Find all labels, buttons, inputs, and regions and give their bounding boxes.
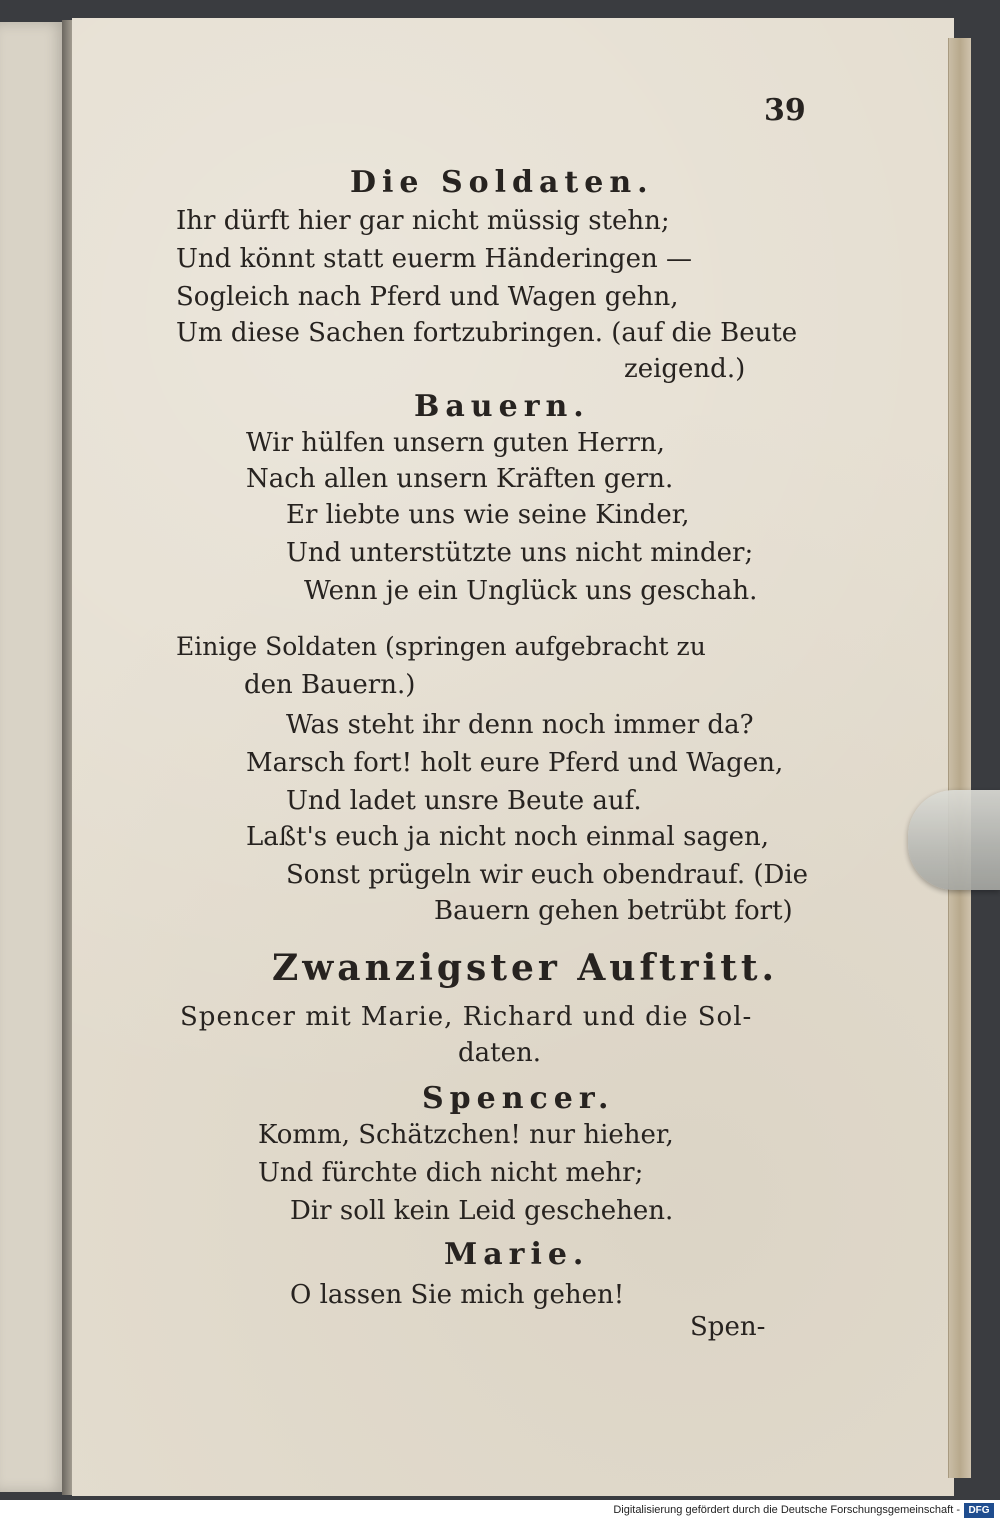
speaker-einige-soldaten: Einige Soldaten (springen aufgebracht zu xyxy=(176,632,706,661)
scene-heading: Zwanzigster Auftritt. xyxy=(272,947,779,989)
speaker-spencer: Spencer. xyxy=(422,1081,615,1116)
stage-direction: zeigend.) xyxy=(624,354,746,384)
verse-line: O lassen Sie mich gehen! xyxy=(290,1280,625,1310)
funding-credit: Digitalisierung gefördert durch die Deutsche Forschungsgemeinschaft - xyxy=(613,1504,960,1516)
footer-bar xyxy=(0,1500,1000,1522)
verse-line: Ihr dürft hier gar nicht müssig stehn; xyxy=(176,206,670,236)
scene-characters: Spencer mit Marie, Richard und die Sol- xyxy=(180,1002,753,1032)
left-page-edge xyxy=(0,22,66,1492)
page-edge-stack xyxy=(948,38,971,1478)
verse-line: Er liebte uns wie seine Kinder, xyxy=(286,500,690,530)
verse-line: Und fürchte dich nicht mehr; xyxy=(258,1158,644,1188)
verse-line: Dir soll kein Leid geschehen. xyxy=(290,1196,674,1226)
catchword: Spen- xyxy=(690,1312,766,1342)
speaker-bauern: Bauern. xyxy=(414,389,590,424)
speaker-marie: Marie. xyxy=(444,1237,590,1272)
verse-line: Sonst prügeln wir euch obendrauf. (Die xyxy=(286,860,809,890)
verse-line: Und könnt statt euerm Händeringen — xyxy=(176,244,692,274)
page-number: 39 xyxy=(764,93,806,128)
verse-line: Sogleich nach Pferd und Wagen gehn, xyxy=(176,282,679,312)
verse-line: Wir hülfen unsern guten Herrn, xyxy=(246,428,665,458)
scene-characters: daten. xyxy=(458,1038,541,1068)
speaker-soldaten: Die Soldaten. xyxy=(350,165,654,200)
verse-line: Wenn je ein Unglück uns geschah. xyxy=(304,576,758,606)
page-clip xyxy=(908,790,1000,890)
stage-direction: den Bauern.) xyxy=(244,670,416,700)
verse-line: Was steht ihr denn noch immer da? xyxy=(286,710,754,740)
verse-line: Um diese Sachen fortzubringen. (auf die Beute xyxy=(176,318,798,348)
verse-line: Nach allen unsern Kräften gern. xyxy=(246,464,674,494)
verse-line: Und ladet unsre Beute auf. xyxy=(286,786,642,816)
verse-line: Komm, Schätzchen! nur hieher, xyxy=(258,1120,674,1150)
dfg-logo: DFG xyxy=(964,1503,994,1518)
verse-line: Laßt's euch ja nicht noch einmal sagen, xyxy=(246,822,769,852)
stage-direction: Bauern gehen betrübt fort) xyxy=(434,896,793,926)
verse-line: Marsch fort! holt eure Pferd und Wagen, xyxy=(246,748,784,778)
verse-line: Und unterstützte uns nicht minder; xyxy=(286,538,754,568)
